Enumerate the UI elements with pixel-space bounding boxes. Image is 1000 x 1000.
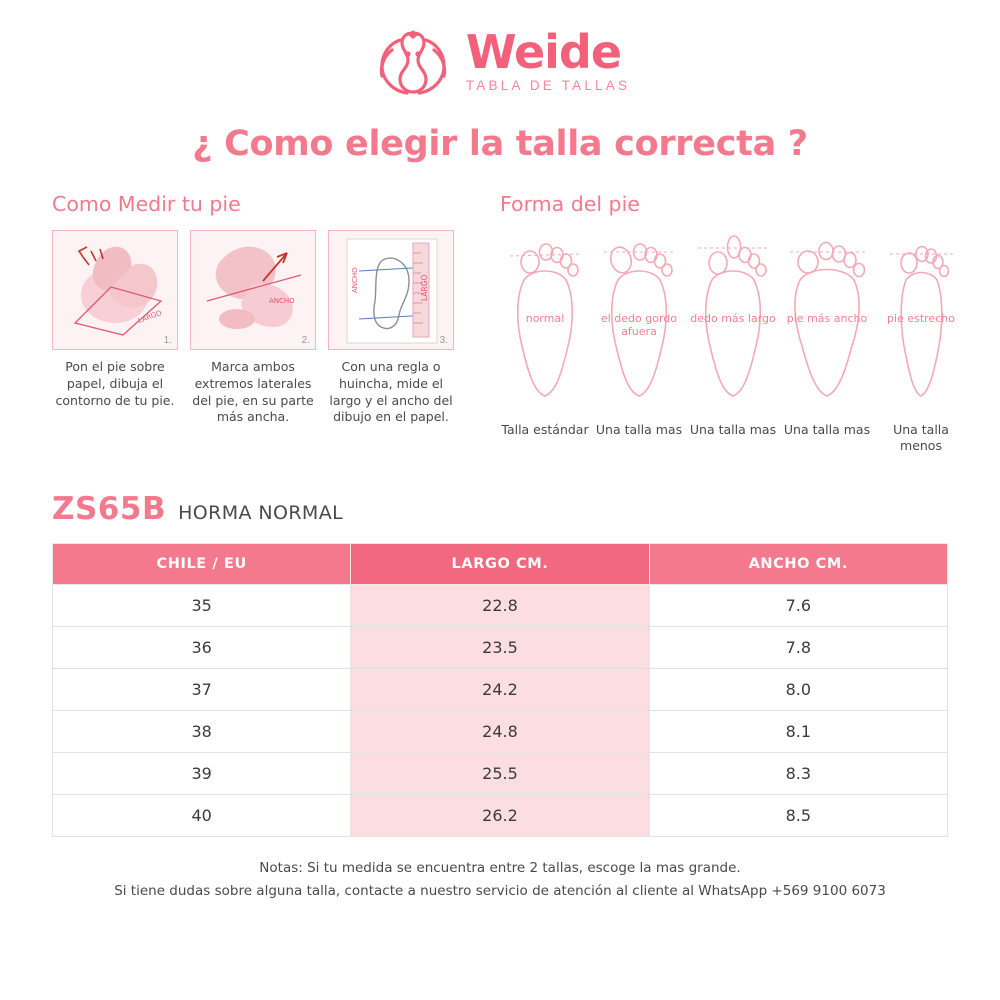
table-row [53, 584, 948, 626]
cell-length: 25.5 [351, 752, 649, 794]
foot-outline-trace-icon [52, 230, 178, 350]
footprint-long-second-toe-icon [688, 226, 778, 416]
cell-width: 8.5 [649, 794, 947, 836]
step-number: 3. [439, 335, 448, 346]
cell-size: 40 [53, 794, 351, 836]
page-title: ¿ Como elegir la talla correcta ? [192, 124, 808, 164]
foot-shape-caption: Una talla mas [689, 422, 777, 437]
footprint-wide-icon [782, 226, 872, 416]
svg-text:LARGO: LARGO [420, 274, 429, 301]
measure-section [52, 192, 454, 455]
step-number: 2. [301, 335, 310, 346]
notes-block [0, 857, 1000, 904]
ruler-measure-icon [328, 230, 454, 350]
model-code: ZS65B [52, 490, 167, 527]
brand-header [0, 0, 1000, 98]
table-row [53, 626, 948, 668]
footprint-normal-icon [500, 226, 590, 416]
cell-size: 35 [53, 584, 351, 626]
swan-logo-icon [370, 26, 456, 98]
cell-width: 8.1 [649, 710, 947, 752]
step-number: 1. [163, 335, 172, 346]
size-table [52, 543, 948, 837]
foot-shape-caption: Una talla menos [893, 422, 949, 454]
column-header-largo: LARGO CM. [351, 543, 649, 584]
svg-text:ANCHO: ANCHO [269, 297, 295, 305]
cell-length: 26.2 [351, 794, 649, 836]
step-caption: Pon el pie sobre papel, dibuja el contorno de tu pie. [55, 359, 175, 408]
brand-wordmark [465, 24, 631, 94]
table-row [53, 752, 948, 794]
step-caption: Con una regla o huincha, mide el largo y el ancho del dibujo en el papel. [329, 359, 453, 425]
cell-size: 39 [53, 752, 351, 794]
brand-name: Weide [465, 24, 622, 79]
column-header-ancho: ANCHO CM. [649, 543, 947, 584]
svg-text:ANCHO: ANCHO [351, 267, 359, 293]
foot-shape-caption: Talla estándar [501, 422, 589, 437]
shape-section [500, 192, 966, 455]
table-header-row [53, 543, 948, 584]
cell-size: 36 [53, 626, 351, 668]
foot-shape-item [876, 226, 966, 455]
foot-shape-item [594, 226, 684, 455]
measure-heading: Como Medir tu pie [52, 192, 241, 216]
shape-heading: Forma del pie [500, 192, 640, 216]
cell-width: 8.3 [649, 752, 947, 794]
foot-shape-list [500, 226, 966, 455]
table-row [53, 710, 948, 752]
cell-width: 8.0 [649, 668, 947, 710]
content-columns [0, 192, 1000, 455]
footprint-big-toe-out-icon [594, 226, 684, 416]
measure-step [190, 230, 316, 426]
foot-shape-label: dedo más largo [690, 312, 776, 325]
cell-width: 7.6 [649, 584, 947, 626]
table-row [53, 668, 948, 710]
foot-shape-item [688, 226, 778, 455]
foot-shape-label: pie estrecho [887, 312, 955, 325]
brand-tagline: TABLA DE TALLAS [465, 78, 631, 94]
foot-shape-caption: Una talla mas [783, 422, 871, 437]
note-line-2: Si tiene dudas sobre alguna talla, contacte a nuestro servicio de atención al cliente al WhatsApp +569 9100 6073 [114, 883, 886, 900]
cell-width: 7.8 [649, 626, 947, 668]
model-name: HORMA NORMAL [178, 501, 344, 524]
note-line-1: Notas: Si tu medida se encuentra entre 2 tallas, escoge la mas grande. [259, 859, 741, 876]
svg-text:LARGO: LARGO [136, 308, 163, 325]
cell-size: 38 [53, 710, 351, 752]
size-table-wrap [0, 543, 1000, 837]
footprint-narrow-icon [876, 226, 966, 416]
measure-steps [52, 230, 454, 426]
foot-shape-caption: Una talla mas [595, 422, 683, 437]
cell-length: 23.5 [351, 626, 649, 668]
measure-step [52, 230, 178, 426]
foot-shape-label: pie más ancho [786, 312, 868, 325]
cell-length: 24.8 [351, 710, 649, 752]
measure-step [328, 230, 454, 426]
cell-length: 22.8 [351, 584, 649, 626]
foot-shape-label: normal [525, 312, 565, 325]
foot-shape-item [782, 226, 872, 455]
foot-shape-item [500, 226, 590, 455]
foot-shape-label: el dedo gordo afuera [600, 312, 678, 339]
cell-length: 24.2 [351, 668, 649, 710]
cell-size: 37 [53, 668, 351, 710]
step-caption: Marca ambos extremos laterales del pie, en su parte más ancha. [192, 359, 314, 425]
model-row [0, 491, 1000, 527]
column-header-chile-eu: CHILE / EU [53, 543, 351, 584]
foot-width-mark-icon [190, 230, 316, 350]
table-row [53, 794, 948, 836]
